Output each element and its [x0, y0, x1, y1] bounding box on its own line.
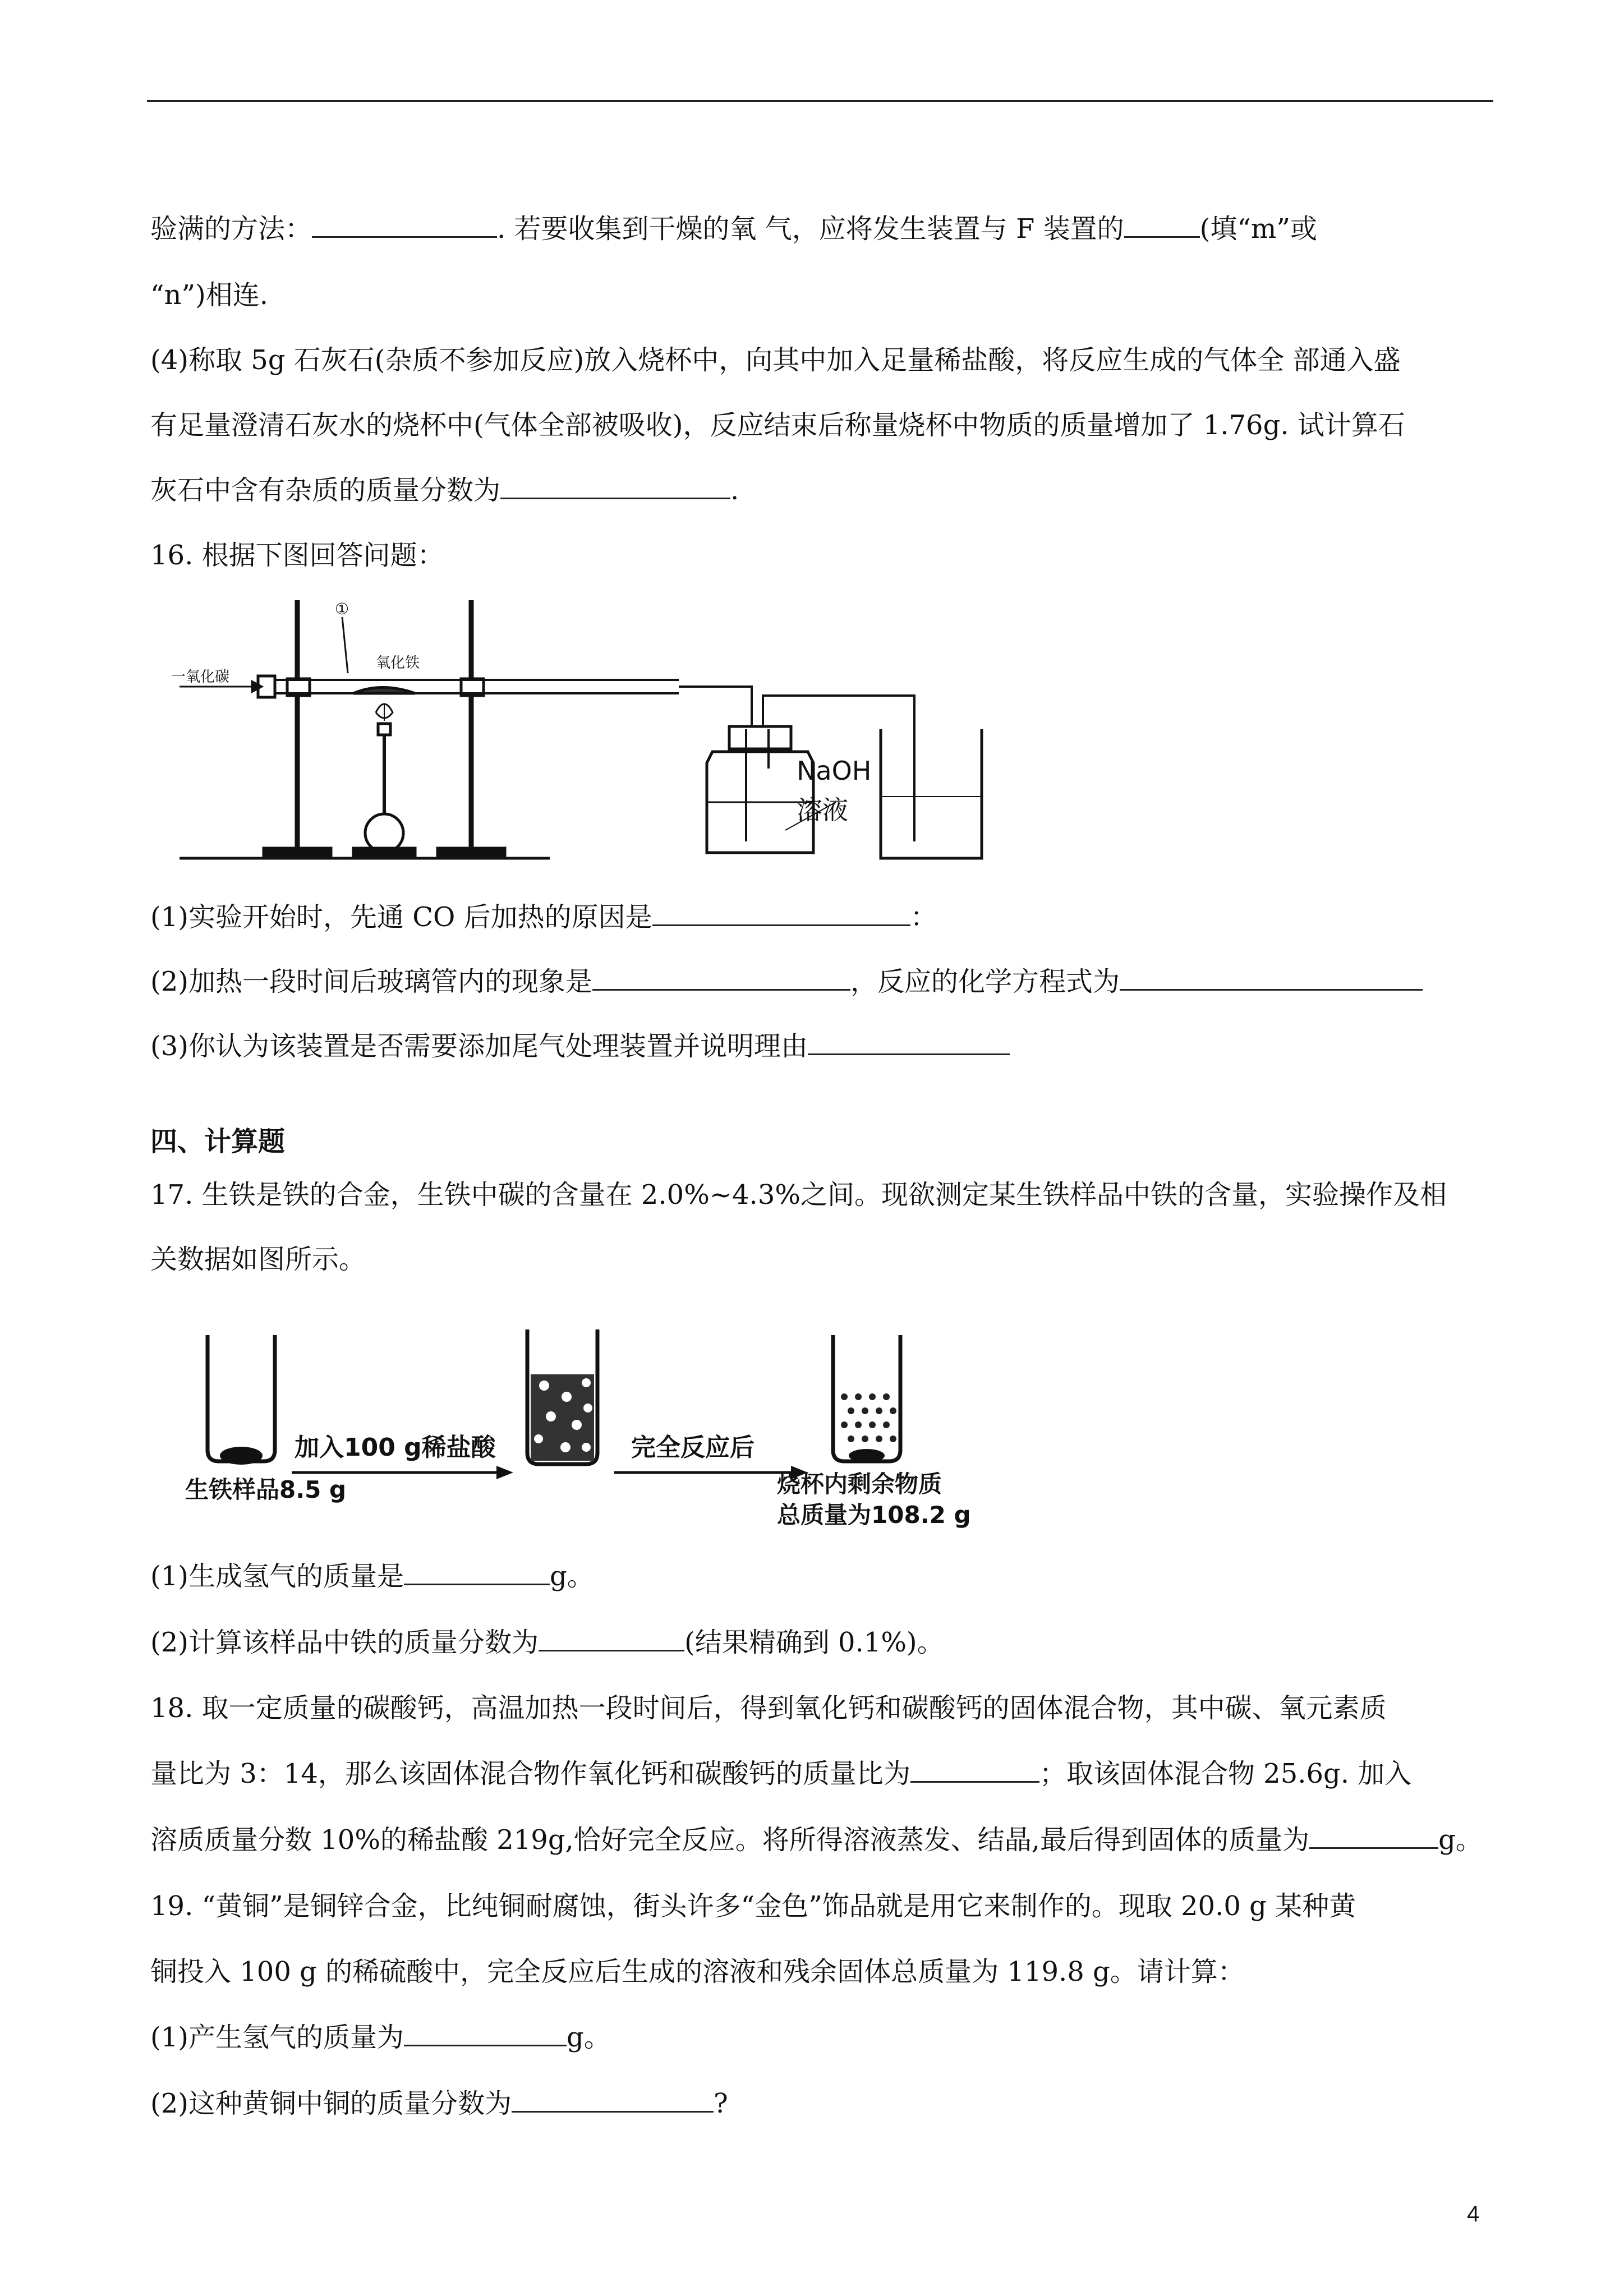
q17-sub2 — [150, 1626, 944, 1659]
q18-text: ；取该固体混合物 25.6g. 加入 — [1039, 1758, 1412, 1789]
q16-text: (2)加热一段时间后玻璃管内的现象是 — [150, 966, 592, 997]
label-co: 一氧化碳 — [171, 669, 230, 685]
q15-4-line2: 有足量澄清石灰水的烧杯中(气体全部被吸收)，反应结束后称量烧杯中物质的质量增加了 1.76g. 试计算石 — [150, 409, 1405, 441]
result-label-1: 烧杯内剩余物质 — [777, 1470, 942, 1498]
q18-line3 — [150, 1823, 1483, 1857]
q16-text: ： — [910, 901, 937, 933]
q15-line2: “n”)相连. — [150, 279, 268, 311]
q19-line1: 19. “黄铜”是铜锌合金，比纯铜耐腐蚀，街头许多“金色”饰品就是用它来制作的。现取 20.0 g 某种黄 — [150, 1890, 1356, 1922]
q16-text: (3)你认为该装置是否需要添加尾气处理装置并说明理由 — [150, 1030, 808, 1062]
q18-line2 — [150, 1757, 1411, 1791]
q17-sub1 — [150, 1559, 594, 1593]
answer-blank[interactable] — [652, 901, 910, 926]
page-number: 4 — [1467, 2202, 1480, 2226]
label-naoh: NaOH — [797, 756, 872, 786]
label-circle1: ① — [335, 600, 349, 618]
answer-blank[interactable] — [512, 2087, 714, 2113]
q19-text: g。 — [567, 2022, 611, 2053]
answer-blank[interactable] — [404, 1560, 550, 1585]
q16-text: (1)实验开始时，先通 CO 后加热的原因是 — [150, 901, 652, 933]
q17-text: (结果精确到 0.1%)。 — [684, 1627, 944, 1658]
q15-text: . 若要收集到干燥的氧 气，应将发生装置与 F 装置的 — [497, 213, 1124, 245]
q19-text: ? — [714, 2088, 728, 2119]
co-reduction-apparatus-figure — [168, 583, 999, 875]
sample-label: 生铁样品8.5 g — [185, 1476, 347, 1503]
q17-text: (1)生成氢气的质量是 — [150, 1561, 404, 1592]
q17-line2: 关数据如图所示。 — [150, 1244, 366, 1275]
q19-line2: 铜投入 100 g 的稀硫酸中，完全反应后生成的溶液和残余固体总质量为 119.8 g。请计算： — [150, 1956, 1245, 1987]
pig-iron-experiment-figure — [174, 1313, 999, 1531]
q17-text: (2)计算该样品中铁的质量分数为 — [150, 1627, 539, 1658]
answer-blank[interactable] — [404, 2021, 567, 2046]
answer-blank[interactable] — [539, 1626, 684, 1651]
q18-text: 溶质质量分数 10%的稀盐酸 219g,恰好完全反应。将所得溶液蒸发、结晶,最后得到固体的质量为 — [150, 1824, 1310, 1856]
arrow2-label: 完全反应后 — [631, 1433, 755, 1462]
label-solution: 溶液 — [797, 795, 848, 825]
q15-text: . — [730, 475, 739, 506]
q16-text: ，反应的化学方程式为 — [850, 966, 1120, 997]
answer-blank[interactable] — [500, 474, 730, 499]
q16-sub1 — [150, 900, 937, 934]
label-fe2o3: 氧化铁 — [376, 655, 420, 671]
q15-text: 灰石中含有杂质的质量分数为 — [150, 475, 501, 506]
q19-text: (2)这种黄铜中铜的质量分数为 — [150, 2088, 512, 2119]
q19-sub1 — [150, 2021, 611, 2054]
header-rule — [147, 100, 1493, 102]
q17-line1: 17. 生铁是铁的合金，生铁中碳的含量在 2.0%~4.3%之间。现欲测定某生铁样品中铁的含量，实验操作及相 — [150, 1179, 1447, 1211]
q15-4-line3 — [150, 473, 739, 507]
answer-blank[interactable] — [592, 965, 850, 991]
answer-blank[interactable] — [1309, 1824, 1438, 1849]
q16-title: 16. 根据下图回答问题： — [150, 540, 444, 571]
q15-4-line1: (4)称取 5g 石灰石(杂质不参加反应)放入烧杯中，向其中加入足量稀盐酸，将反应生成的气体全 部通入盛 — [150, 344, 1401, 376]
q16-sub3 — [150, 1029, 1010, 1063]
q15-text: (填“m”或 — [1199, 213, 1317, 245]
q19-text: (1)产生氢气的质量为 — [150, 2022, 404, 2053]
q18-text: 量比为 3：14，那么该固体混合物作氧化钙和碳酸钙的质量比为 — [150, 1758, 910, 1789]
q18-line1: 18. 取一定质量的碳酸钙，高温加热一段时间后，得到氧化钙和碳酸钙的固体混合物，其中碳、氧元素质 — [150, 1692, 1387, 1724]
q18-text: g。 — [1438, 1824, 1483, 1856]
section-title: 四、计算题 — [150, 1126, 286, 1157]
arrow1-label: 加入100 g稀盐酸 — [295, 1433, 496, 1462]
result-label-2: 总质量为108.2 g — [777, 1501, 971, 1529]
q15-text: 验满的方法： — [150, 213, 312, 245]
answer-blank[interactable] — [1124, 213, 1200, 238]
answer-blank[interactable] — [1120, 965, 1423, 991]
q19-sub2 — [150, 2087, 728, 2120]
q15-line1 — [150, 212, 1317, 246]
answer-blank[interactable] — [808, 1030, 1010, 1055]
answer-blank[interactable] — [910, 1757, 1039, 1783]
q17-text: g。 — [550, 1561, 594, 1592]
answer-blank[interactable] — [312, 213, 497, 238]
q16-sub2 — [150, 965, 1423, 999]
